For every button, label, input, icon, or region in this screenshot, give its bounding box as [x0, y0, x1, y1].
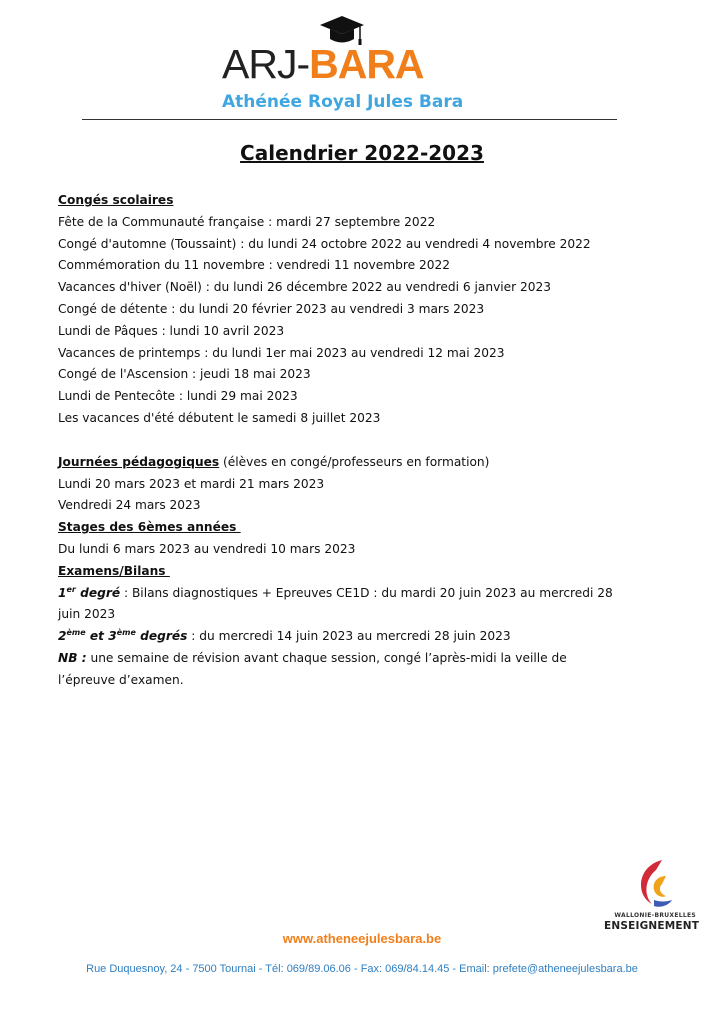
first-degree-word: degré — [75, 585, 121, 600]
first-degree-label — [58, 586, 120, 600]
conges-item: Commémoration du 11 novembre : vendredi 11 novembre 2022 — [58, 258, 450, 273]
nb-text: une semaine de révision avant chaque session, congé l’après-midi la veille de l’épreuve d’examen. — [58, 650, 567, 687]
first-degree-suffix: er — [66, 584, 76, 594]
conges-heading: Congés scolaires — [58, 193, 174, 207]
conges-item: Congé d'automne (Toussaint) : du lundi 24 octobre 2022 au vendredi 4 novembre 2022 — [58, 236, 591, 251]
wb-small-text: WALLONIE-BRUXELLES — [614, 912, 696, 919]
logo-arj-text: ARJ- — [222, 41, 310, 87]
header-divider — [82, 119, 617, 120]
examens-nb — [58, 648, 618, 692]
conges-item: Les vacances d'été débutent le samedi 8 juillet 2023 — [58, 410, 381, 425]
calendar-content — [58, 190, 618, 692]
conges-item: Lundi de Pâques : lundi 10 avril 2023 — [58, 323, 285, 338]
school-logo — [222, 14, 482, 114]
conges-item: Fête de la Communauté française : mardi 27 septembre 2022 — [58, 214, 436, 229]
first-degree-text: : Bilans diagnostiques + Epreuves CE1D : du mardi 20 juin 2023 au mercredi 28 juin 2023 — [58, 585, 613, 622]
journees-item: Vendredi 24 mars 2023 — [58, 498, 201, 513]
conges-item: Vacances de printemps : du lundi 1er mai 2023 au vendredi 12 mai 2023 — [58, 345, 505, 360]
second-degree-number: 2 — [58, 629, 67, 644]
journees-note: (élèves en congé/professeurs en formation) — [219, 454, 490, 469]
logo-wordmark — [222, 41, 424, 87]
journees-heading-line — [58, 452, 618, 474]
wb-emblem-icon — [632, 856, 676, 912]
page-title: Calendrier 2022-2023 — [240, 141, 484, 165]
stages-item: Du lundi 6 mars 2023 au vendredi 10 mars 2023 — [58, 541, 356, 556]
second-degree-text: : du mercredi 14 juin 2023 au mercredi 28 juin 2023 — [187, 629, 511, 644]
nb-label: NB : — [58, 650, 87, 665]
examens-first-degree — [58, 583, 618, 627]
journees-heading: Journées pédagogiques — [58, 454, 220, 469]
stages-heading: Stages des 6èmes années — [58, 520, 241, 535]
second-degree-word: degrés — [135, 629, 188, 644]
journees-item: Lundi 20 mars 2023 et mardi 21 mars 2023 — [58, 476, 325, 491]
conges-item: Vacances d'hiver (Noël) : du lundi 26 décembre 2022 au vendredi 6 janvier 2023 — [58, 280, 552, 295]
second-degree-suffix: ème — [66, 628, 86, 638]
second-degree-label — [58, 629, 187, 643]
logo-bara-text: BARA — [309, 41, 424, 87]
conges-item: Congé de l'Ascension : jeudi 18 mai 2023 — [58, 367, 311, 382]
third-degree-suffix: ème — [116, 628, 136, 638]
section-gap — [58, 430, 618, 452]
conges-item: Congé de détente : du lundi 20 février 2023 au vendredi 3 mars 2023 — [58, 301, 485, 316]
logo-subtitle: Athénée Royal Jules Bara — [222, 92, 464, 112]
wb-big-text: ENSEIGNEMENT — [604, 920, 700, 932]
website-link[interactable]: www.atheneejulesbara.be — [282, 931, 442, 946]
conges-item: Lundi de Pentecôte : lundi 29 mai 2023 — [58, 389, 298, 404]
footer-address: Rue Duquesnoy, 24 - 7500 Tournai - Tél: 069/89.06.06 - Fax: 069/84.14.45 - Email: prefete@atheneejulesbara.be — [86, 963, 638, 975]
first-degree-number: 1 — [58, 585, 67, 600]
third-degree-number: et 3 — [85, 629, 117, 644]
wallonie-bruxelles-logo — [604, 856, 704, 942]
examens-heading: Examens/Bilans — [58, 563, 170, 578]
examens-second-degree — [58, 626, 618, 648]
